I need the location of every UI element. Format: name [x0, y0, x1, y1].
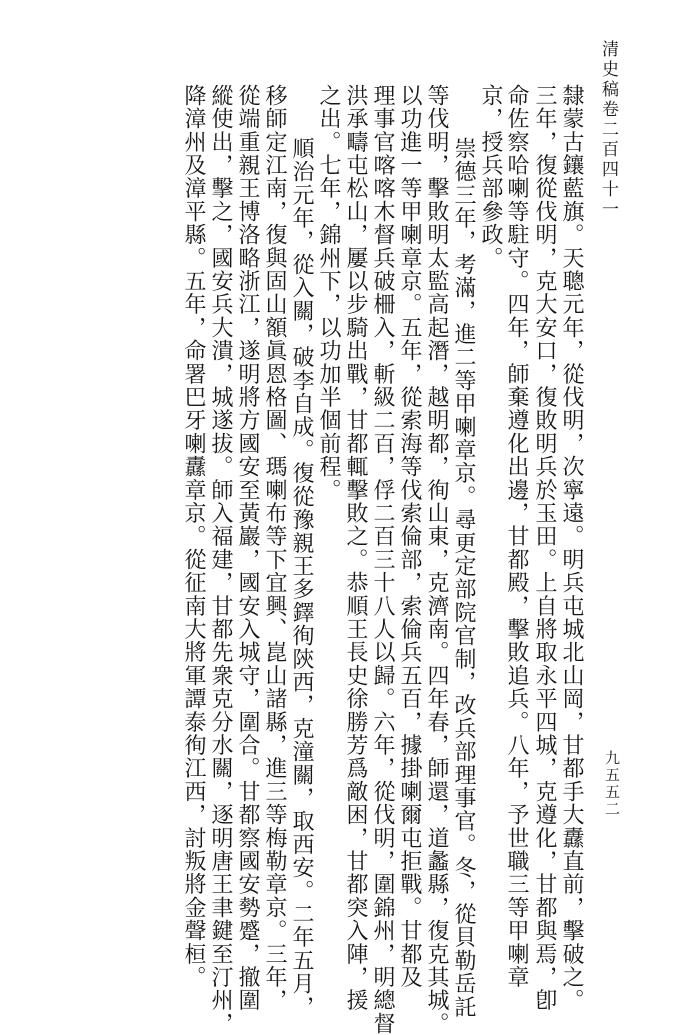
text-column-14: 縱使出，擊之，國安兵大潰，城遂拔。師入福建，甘都先衆克分水關，逐明唐王聿鍵至汀州， — [208, 84, 233, 1035]
text-column-5: 崇德三年，考滿，進二等甲喇章京。尋更定部院官制，改兵部理事官。冬，從貝勒岳託 — [451, 137, 476, 1019]
text-column-10: 之出。七年，錦州下，以功加半個前程。 — [316, 84, 341, 502]
text-column-7: 以功進一等甲喇章京。五年，從索海等伐索倫部，索倫兵五百，據掛喇爾屯拒戰。甘都及 — [397, 84, 422, 989]
text-column-3: 命佐察哈喇等駐守。四年，師棄遵化出邊，甘都殿，擊敗追兵。八年，予世職三等甲喇章 — [504, 84, 529, 989]
text-column-9: 洪承疇屯松山，屢以步騎出戰，甘都輒擊敗之。恭順王長史徐勝芳爲敵困，甘都突入陣，援 — [343, 84, 368, 1012]
text-column-6: 等伐明，擊敗明太監高起潛，越明都，徇山東，克濟南。四年春，師還，道蠡縣，復克其城。 — [424, 84, 449, 1035]
page-number: 九五五二 — [603, 750, 621, 818]
text-column-1: 隸蒙古鑲藍旗。天聰元年，從伐明，次寧遠。明兵屯城北山岡，甘都手大纛直前，擊破之。 — [559, 84, 584, 1012]
text-column-13: 從端重親王博洛略浙江，遂明將方國安至黃巖，國安入城守，圍合。甘都察國安勢蹙，撤圍 — [235, 84, 260, 1012]
text-column-4: 京，授兵部參政。 — [478, 84, 503, 270]
text-column-12: 移師定江南，復與固山額眞恩格圖、瑪喇布等下宜興、崑山諸縣，進三等梅勒章京。三年， — [262, 84, 287, 1012]
text-column-11: 順治元年，從入關，破李自成。復從豫親王多鐸徇陝西，克潼關，取西安。二年五月， — [289, 137, 314, 1019]
text-column-15: 降漳州及漳平縣。五年，命署巴牙喇纛章京。從征南大將軍譚泰徇江西，討叛將金聲桓。 — [181, 84, 206, 989]
text-column-8: 理事官喀喀木督兵破柵入，斬級二百，俘二百三十八人以歸。六年，從伐明，圍錦州，明總督 — [370, 84, 395, 1035]
page-title: 清史稿卷二百四十一 — [598, 40, 618, 220]
text-column-2: 三年，復從伐明，克大安口，復敗明兵於玉田。上自將取永平四城，克遵化，甘都與焉，卽 — [532, 84, 557, 1012]
